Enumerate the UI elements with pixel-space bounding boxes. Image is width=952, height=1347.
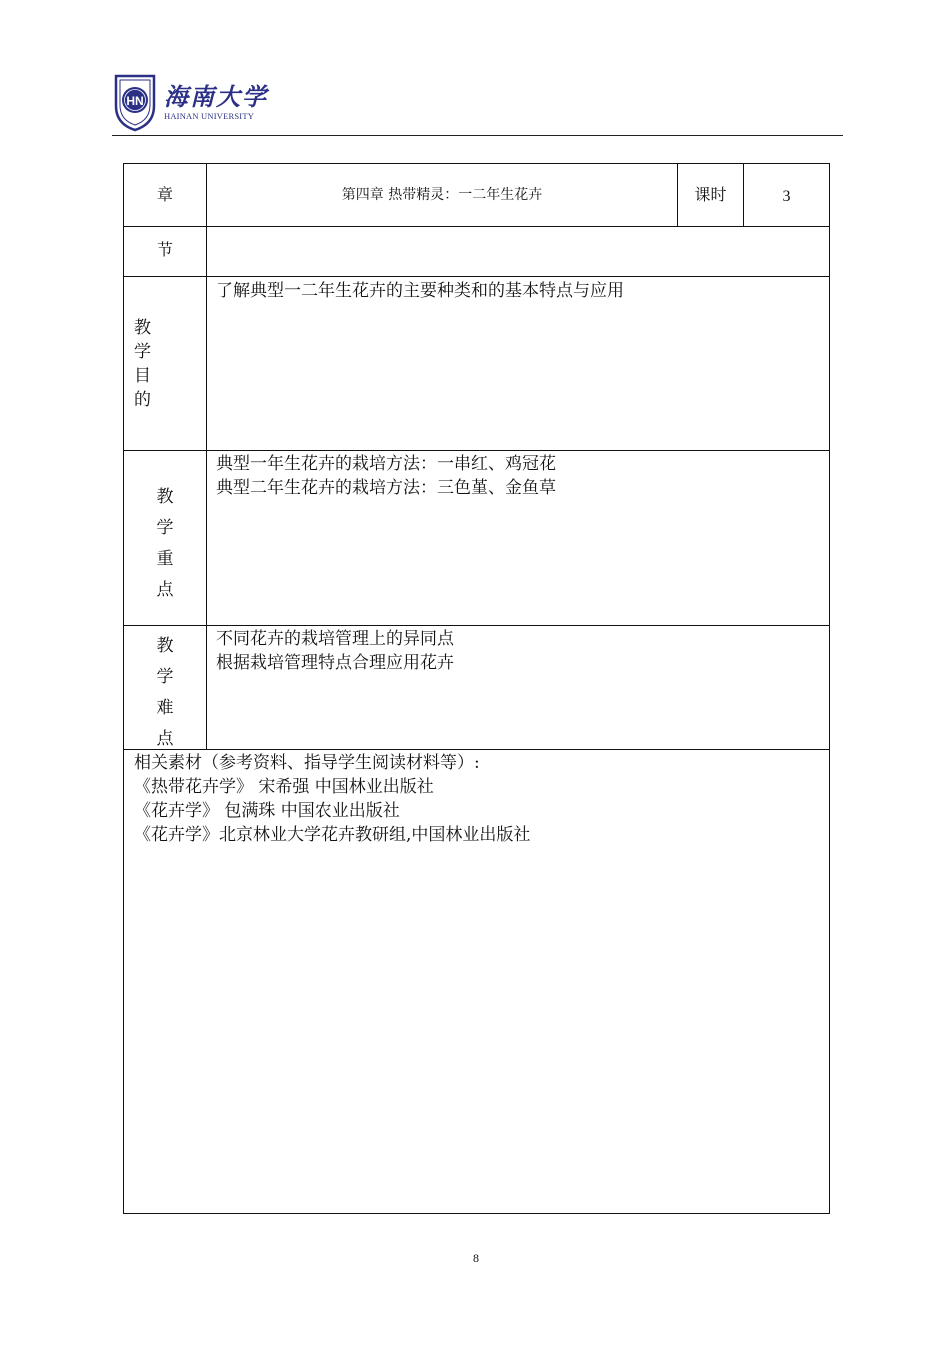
objective-text [216, 279, 624, 303]
difficulty-text [216, 627, 454, 675]
objective-label-char: 目 [134, 366, 151, 386]
page-number: 8 [473, 1251, 479, 1265]
university-name [164, 81, 268, 121]
difficulty-line: 根据栽培管理特点合理应用花卉 [216, 653, 454, 673]
university-seal-icon [112, 72, 158, 132]
keypoints-text [216, 452, 556, 500]
objective-label-char: 教 [134, 318, 151, 338]
difficulty-label-char: 难 [156, 698, 174, 718]
difficulty-label-char: 教 [156, 636, 174, 656]
row-divider [124, 276, 829, 277]
logo-initials: HN [126, 94, 144, 108]
row-divider [124, 226, 829, 227]
keypoints-line: 典型一年生花卉的栽培方法：一串红、鸡冠花 [216, 454, 556, 474]
materials-line: 《热带花卉学》 宋希强 中国林业出版社 [134, 777, 434, 797]
hours-label: 课时 [694, 185, 727, 204]
materials-line: 相关素材（参考资料、指导学生阅读材料等）: [134, 753, 480, 773]
section-label: 节 [156, 240, 173, 259]
keypoints-label-char: 学 [156, 518, 174, 538]
chapter-value: 第四章 热带精灵：一二年生花卉 [341, 187, 543, 203]
university-name-en: HAINAN UNIVERSITY [164, 110, 255, 121]
objective-label-char: 的 [134, 390, 151, 410]
difficulty-line: 不同花卉的栽培管理上的异同点 [216, 629, 454, 649]
university-name-cn: 海南大学 [164, 81, 268, 111]
keypoints-label-char: 重 [156, 549, 174, 569]
chapter-label: 章 [156, 185, 173, 204]
header-divider [112, 135, 843, 136]
materials-text [134, 751, 530, 847]
keypoints-line: 典型二年生花卉的栽培方法：三色堇、金鱼草 [216, 478, 556, 498]
difficulty-label [124, 631, 206, 755]
keypoints-label [124, 482, 206, 606]
objective-label [134, 316, 151, 412]
page-header [112, 70, 268, 134]
objective-label-char: 学 [134, 342, 151, 362]
difficulty-label-char: 点 [156, 729, 174, 749]
materials-line: 《花卉学》 包满珠 中国农业出版社 [134, 801, 400, 821]
hours-value: 3 [782, 188, 791, 205]
objective-line: 了解典型一二年生花卉的主要种类和的基本特点与应用 [216, 281, 624, 301]
keypoints-label-char: 点 [156, 580, 174, 600]
column-divider [206, 164, 207, 750]
difficulty-label-char: 学 [156, 667, 174, 687]
keypoints-label-char: 教 [156, 487, 174, 507]
lesson-plan-table [123, 163, 830, 1214]
materials-line: 《花卉学》北京林业大学花卉教研组,中国林业出版社 [134, 825, 531, 845]
